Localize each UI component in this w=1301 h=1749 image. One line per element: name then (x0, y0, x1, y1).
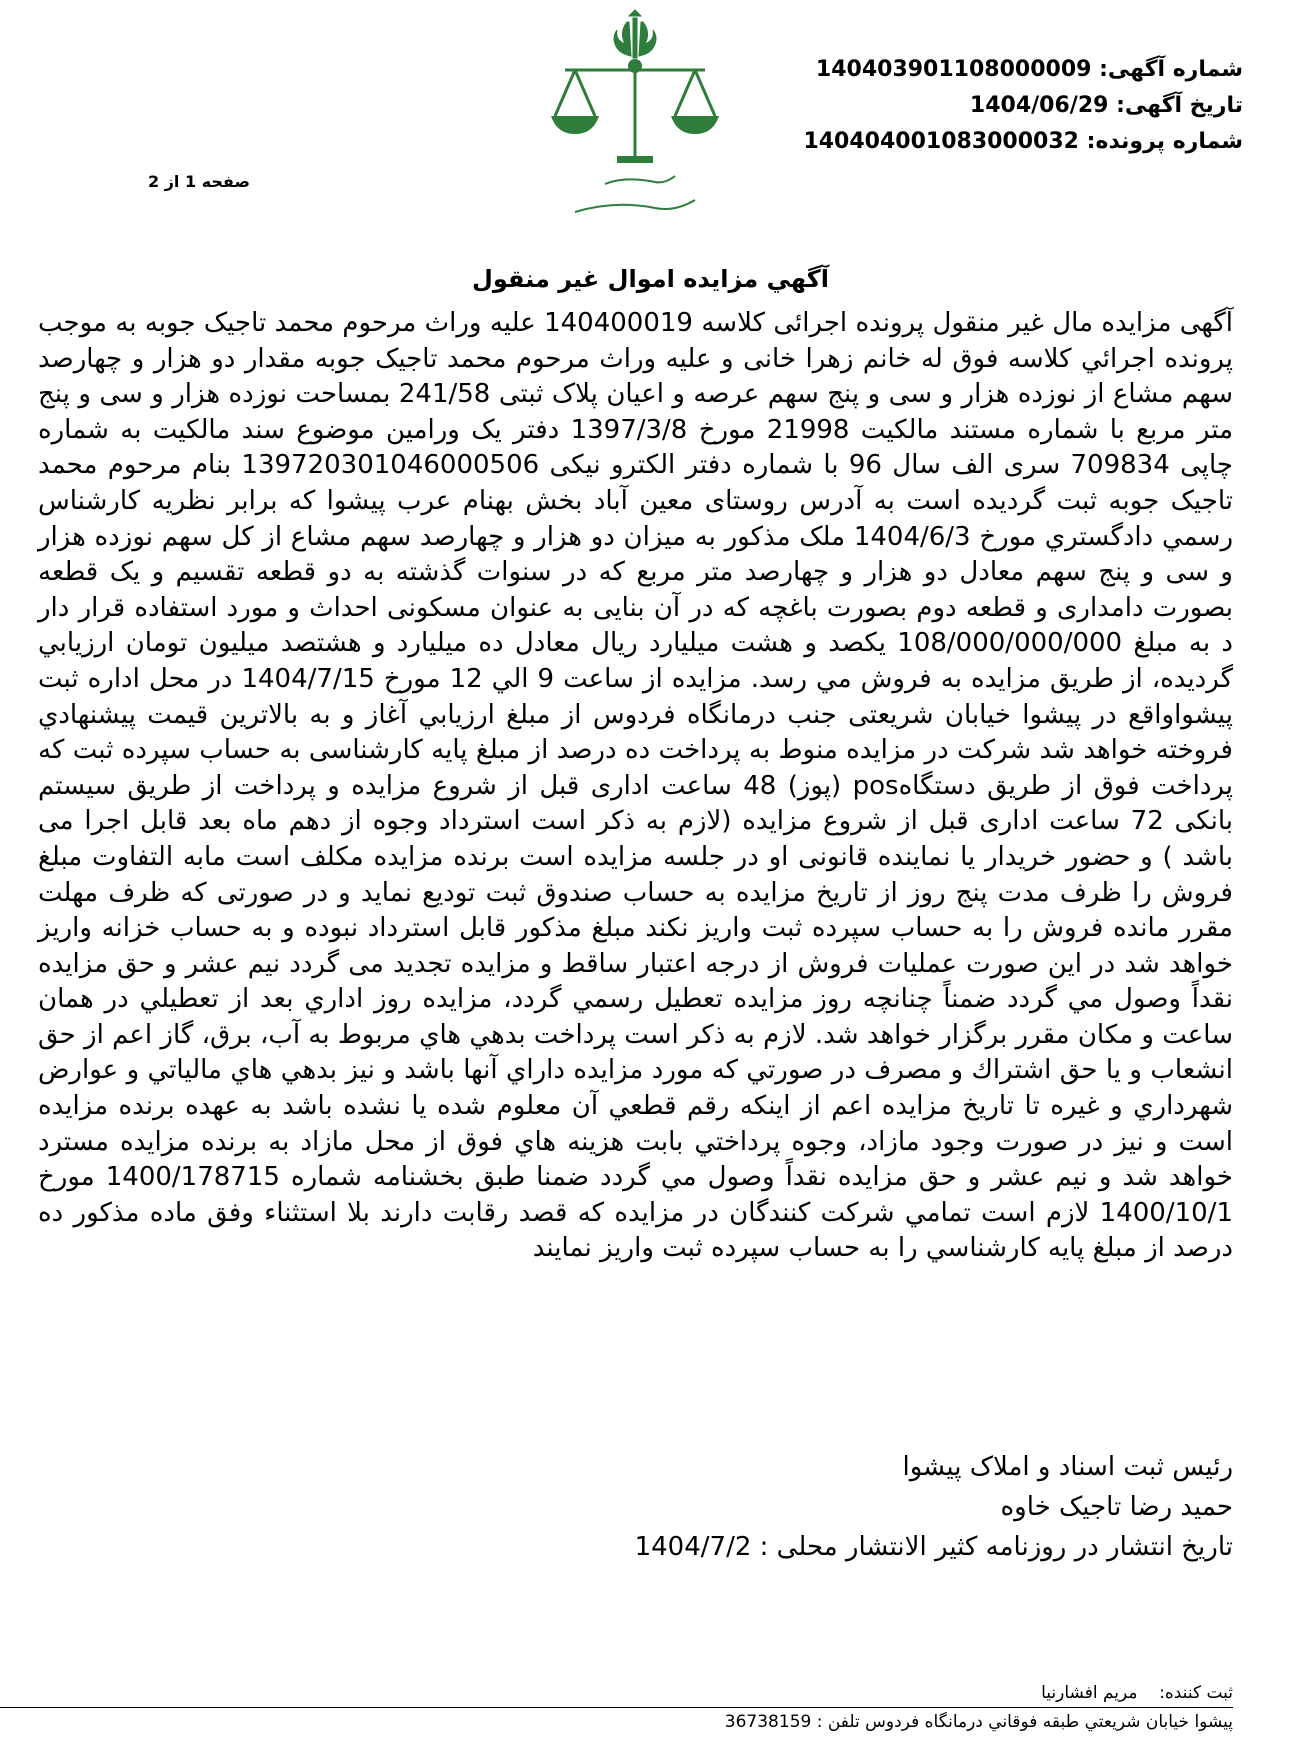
registrar-name: مریم افشارنیا (1041, 1683, 1138, 1703)
ad-date-row (803, 88, 1243, 124)
signature-block (635, 1447, 1233, 1567)
case-number-label: شماره پرونده: (1086, 129, 1243, 154)
signer-role: رئيس ثبت اسناد و املاک پيشوا (902, 1452, 1233, 1482)
ad-number-row (803, 52, 1243, 88)
notice-header (803, 52, 1243, 160)
publish-date-row (635, 1527, 1233, 1567)
ad-date-label: تاریخ آگهی: (1116, 93, 1243, 118)
page-indicator: صفحه 1 از 2 (148, 172, 250, 191)
signer-name: حمید رضا تاجیک خاوه (1000, 1492, 1233, 1522)
notice-title: آگهي مزايده اموال غير منقول (472, 265, 829, 293)
footer (0, 1683, 1233, 1732)
scales-of-justice-icon (535, 8, 735, 233)
case-number-row (803, 124, 1243, 160)
case-number: 140404001083000032 (803, 129, 1079, 154)
ad-date: 1404/06/29 (969, 93, 1109, 118)
footer-divider (0, 1707, 1233, 1708)
registrar-row (0, 1683, 1233, 1703)
judiciary-emblem (535, 8, 735, 233)
ad-number: 140403901108000009 (815, 57, 1092, 82)
registrar-label: ثبت کننده: (1159, 1683, 1233, 1703)
publish-date: 1404/7/2 (634, 1532, 752, 1562)
footer-address: پیشوا خیابان شریعتي طبقه فوقاني درمانگاه فردوس تلفن : 36738159 (724, 1712, 1233, 1732)
notice-body: آگهی مزایده مال غیر منقول پرونده اجرائی کلاسه 140400019 علیه وراث مرحوم محمد تاجیک جوبه به موجب پرونده اجرائي کلاسه فوق له خانم زهرا خانی و علیه وراث مرحوم محمد تاجیک جوبه مقدار دو هزار و چهارصد سهم مشاع از نوزده هزار و سی و پنج سهم عرصه و اعیان پلاک ثبتی 241/58 بمساحت نوزده هزار و سی و پنج متر مربع با شماره مستند مالکیت 21998 مورخ 1397/3/8 دفتر یک ورامین موضوع سند مالکیت به شماره چاپی 709834 سری الف سال 96 با شماره دفتر الکترو نیکی 139720301046000506 بنام مرحوم محمد تاجیک جوبه ثبت گردیده است به آدرس روستای معین آباد بخش بهنام عرب پیشوا که برابر نظریه کارشناس رسمي دادگستري مورخ 1404/6/3 ملک مذکور به میزان دو هزار و چهارصد سهم مشاع از کل سهم نوزده هزار و سی و پنج سهم معادل دو هزار و چهارصد متر مربع که در سنوات گذشته به دو قطعه تقسیم و یک قطعه بصورت دامداری و قطعه دوم بصورت باغچه که در آن بنایی به عنوان مسکونی احداث و مورد استفاده قرار دار د به مبلغ 108/000/000/000 یکصد و هشت میلیارد ریال معادل ده میلیارد و هشتصد میلیون تومان ارزيابي گرديده، از طريق مزايده به فروش مي رسد. مزایده از ساعت 9 الي 12 مورخ 1404/7/15 در محل اداره ثبت پیشواواقع در پیشوا خیابان شریعتی جنب درمانگاه فردوس از مبلغ ارزيابي آغاز و به بالاترين قيمت پيشنهادي فروخته خواهد شد شرکت در مزایده منوط به پرداخت ده درصد از مبلغ پایه کارشناسی به حساب سپرده ثبت که پرداخت فوق از طریق دستگاهpos (پوز) 48 ساعت اداری قبل از شروع مزایده و پرداخت از طریق سیستم بانکی 72 ساعت اداری قبل از شروع مزایده (لازم به ذکر است استرداد وجوه از دهم ماه بعد قابل اجرا می باشد ) و حضور خریدار یا نماینده قانونی او در جلسه مزایده است برنده مزایده مکلف است مابه التفاوت مبلغ فروش را ظرف مدت پنج روز از تاریخ مزایده به حساب صندوق ثبت تودیع نماید و در صورتی که ظرف مهلت مقرر مانده فروش را به حساب سپرده ثبت واریز نکند مبلغ مذکور قابل استرداد نبوده و به حساب خزانه واریز خواهد شد در این صورت عملیات فروش از درجه اعتبار ساقط و مزایده تجدید می گردد نیم عشر و حق مزایده نقداً وصول مي گردد ضمناً چنانچه روز مزايده تعطيل رسمي گردد، مزايده روز اداري بعد از تعطيلي در همان ساعت و مكان مقرر برگزار خواهد شد. لازم به ذكر است پرداخت بدهي هاي مربوط به آب، برق، گاز اعم از حق انشعاب و يا حق اشتراك و مصرف در صورتي كه مورد مزايده داراي آنها باشد و نيز بدهي هاي مالياتي و عوارض شهرداري و غيره تا تاريخ مزايده اعم از اينكه رقم قطعي آن معلوم شده يا نشده باشد به عهده برنده مزايده است و نيز در صورت وجود مازاد، وجوه پرداختي بابت هزينه هاي فوق از محل مازاد به برنده مزايده مسترد خواهد شد و نيم عشر و حق مزايده نقداً وصول مي گردد ضمنا طبق بخشنامه شماره 1400/178715 مورخ 1400/10/1 لازم است تمامي شركت كنندگان در مزايده كه قصد رقابت دارند بلا استثناء وفق ماده مذكور ده درصد از مبلغ پايه كارشناسي را به حساب سپرده ثبت واريز نمايند (38, 308, 1234, 1264)
publish-date-label: تاریخ انتشار در روزنامه کثیر الانتشار محلی : (759, 1532, 1233, 1562)
ad-number-label: شماره آگهی: (1099, 57, 1243, 82)
